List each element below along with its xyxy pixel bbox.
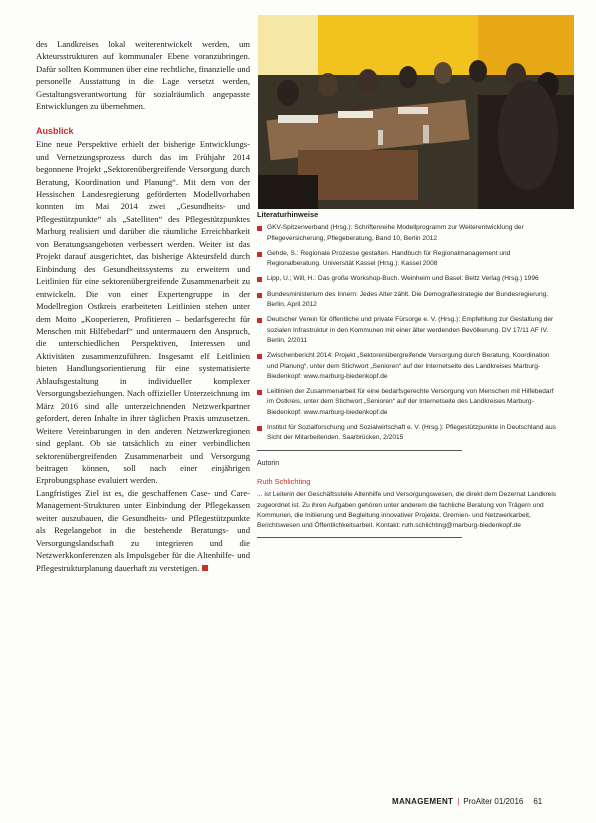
page-number: 61 xyxy=(533,797,543,806)
author-bio: ... ist Leiterin der Geschäftsstelle Altenhilfe und Versorgungswesen, die direkt dem Dezernat Landkreis zugeordnet ist. Zu ihren Aufgaben gehören unter anderem die fachliche Beratung von Trägern und Kommunen, die Initiierung und Begleitung innovativer Projekte, Gremien- und Netzwerkarbeit, Berichtswesen und Öffentlichkeitsarbeit. Kontakt: ruth.schlichting@marburg-biedenkopf.de xyxy=(257,491,557,530)
footer-journal-issue: ProAlter 01/2016 xyxy=(463,797,524,806)
intro-paragraph: des Landkreises lokal weiterentwickelt werden, um Akteursstrukturen auf kommunaler Ebene voranzubringen. Dafür sollten Kommunen über eine rechtliche, finanzielle und personelle Ausstattung in die Lage versetzt werden, Gestaltungsverantwortung für sozialräumlich angepasste Entwicklungen zu übernehmen. xyxy=(36,39,250,112)
literature-item-text: Institut für Sozialforschung und Sozialwirtschaft e. V. (Hrsg.): Pflegestützpunkte in Deutschland aus Sicht der Mitarbeitenden. Saarbrücken, 2/2015 xyxy=(267,424,556,442)
sidebar-column xyxy=(257,210,557,546)
literature-item xyxy=(257,315,557,346)
footer-section-name: MANAGEMENT xyxy=(392,797,454,806)
literature-item-text: Zwischenbericht 2014: Projekt „Sektorenübergreifende Versorgung durch Beratung, Koordination und Planung“, unter dem Stichwort „Senioren“ auf der Internetseite des Landkreises Marburg-Biedenkopf: www.marburg-biedenkopf.de xyxy=(267,352,550,380)
literature-item xyxy=(257,274,557,284)
section-heading-ausblick: Ausblick xyxy=(36,125,74,136)
author-name: Ruth Schlichting xyxy=(257,476,311,486)
literature-item-text: Bundesministerium des Innern: Jedes Alter zählt. Die Demografiestrategie der Bundesregierung. Berlin, April 2012 xyxy=(267,290,549,309)
literature-list xyxy=(257,223,557,443)
literature-item-text: Deutscher Verein für öffentliche und private Fürsorge e. V. (Hrsg.): Empfehlung zur Gestaltung der sozialen Infrastruktur in den Kommunen mit einer älter werdenden Bevölkerung. DV 17/11 AF IV. Berlin, 2/2011 xyxy=(267,316,554,344)
literature-item-text: Leitlinien der Zusammenarbeit für eine bedarfsgerechte Versorgung von Menschen mit Hilfebedarf im Ostkreis, unter dem Stichwort „Senioren“ auf der Internetseite des Landkreises Marburg-Biedenkopf: www.marburg-biedenkopf.de xyxy=(267,388,554,416)
conference-photo xyxy=(258,15,574,209)
bullet-square-icon xyxy=(257,354,262,359)
bullet-square-icon xyxy=(257,390,262,395)
literature-item-text: Gehde, S.: Regionale Prozesse gestalten. Handbuch für Regionalmanagement und Regionalberatung. Universität Kassel (Hrsg.): Kassel 2008 xyxy=(267,249,511,268)
footer-separator: | xyxy=(457,797,460,806)
bullet-square-icon xyxy=(257,277,262,282)
article-end-mark xyxy=(202,565,208,571)
bullet-square-icon xyxy=(257,318,262,323)
bullet-square-icon xyxy=(257,252,262,257)
bullet-square-icon xyxy=(257,293,262,298)
page-footer xyxy=(392,797,582,806)
literature-heading: Literaturhinweise xyxy=(257,210,319,219)
literature-item xyxy=(257,290,557,311)
conference-photo-drawing xyxy=(258,15,574,209)
body-paragraph-2-text: Langfristiges Ziel ist es, die geschaffenen Case- und Care-Management-Strukturen unter Einbindung der Pflegekassen weiter auszubauen, die Gesundheits- und Pflegestützpunkte als Regelangebot in die bestehende Beratungs- und Versorgungslandschaft zu integrieren und die Netzwerkkonferenzen als Impulsgeber für die Altenhilfe- und Pflegestrukturplanung dauerhaft zu verstetigen. xyxy=(36,487,250,573)
literature-item xyxy=(257,423,557,444)
literature-item xyxy=(257,223,557,244)
bullet-square-icon xyxy=(257,226,262,231)
divider xyxy=(257,537,462,538)
literature-item xyxy=(257,249,557,270)
literature-item xyxy=(257,351,557,382)
body-paragraph-2 xyxy=(36,487,250,574)
literature-item-text: Lipp, U.; Will, H.: Das große Workshop-Buch. Weinheim und Basel: Beltz Verlag (Hrsg.) 1996 xyxy=(267,275,539,283)
body-paragraph-1: Eine neue Perspektive erhielt der bisherige Entwicklungs- und Vernetzungsprozess durch das im Frühjahr 2014 begonnene Projekt „Sektorenübergreifende Versorgung durch Beratung, Koordination und Planung“. Mit dem von der Hessischen Landesregierung geförderten Modellvorhaben konnten im Mai 2014 zwei „Gesundheits- und Pflegestützpunkte“ als „Satelliten“ des Pflegestützpunktes Marburg realisiert und darüber die räumliche Erreichbarkeit von Beratungsangeboten verbessert werden. Weiter ist das Projekt darauf ausgerichtet, das bisherige Akteursfeld durch Einbindung des Gesundheitssystems zu erweitern und Leitlinien für eine sektorenübergreifende Zusammenarbeit zu entwickeln. Die von einer Expertengruppe in der Modellregion Ostkreis erarbeiteten Leitlinien stehen unter dem Motto „Kooperieren, Profitieren – bedarfsgerecht für Menschen mit Hilfebedarf“ und untermauern den Anspruch, die unterschiedlichen Perspektiven, Interessen und Aktivitäten zusammenzuführen. Insgesamt elf Leitlinien bieten Handlungsorientierung für eine systematisierte Ablaufsgestaltung in individueller komplexer Versorgungsbeziehungen. Nach offizieller Unterzeichnung im März 2016 sind alle unterzeichnenden Netzwerkpartner gefordert, deren Inhalte in ihrer täglichen Praxis umzusetzen. Weitere Vereinbarungen in den anderen Netzwerkregionen sind geplant. Ob sie tatsächlich zu einer verbindlichen sektorenübergreifenden Zusammenarbeit und Versorgung beitragen können, soll nach einer einjährigen Erprobungsphase evaluiert werden. xyxy=(36,139,250,486)
literature-item-text: GKV-Spitzenverband (Hrsg.): Schriftenreihe Modellprogramm zur Weiterentwicklung der Pflegeversicherung, Pflegeberatung, Band 10, Berlin 2012 xyxy=(267,224,524,242)
author-label: Autorin xyxy=(257,459,280,467)
bullet-square-icon xyxy=(257,426,262,431)
literature-item xyxy=(257,387,557,418)
main-text-column xyxy=(36,38,250,574)
divider xyxy=(257,450,462,451)
